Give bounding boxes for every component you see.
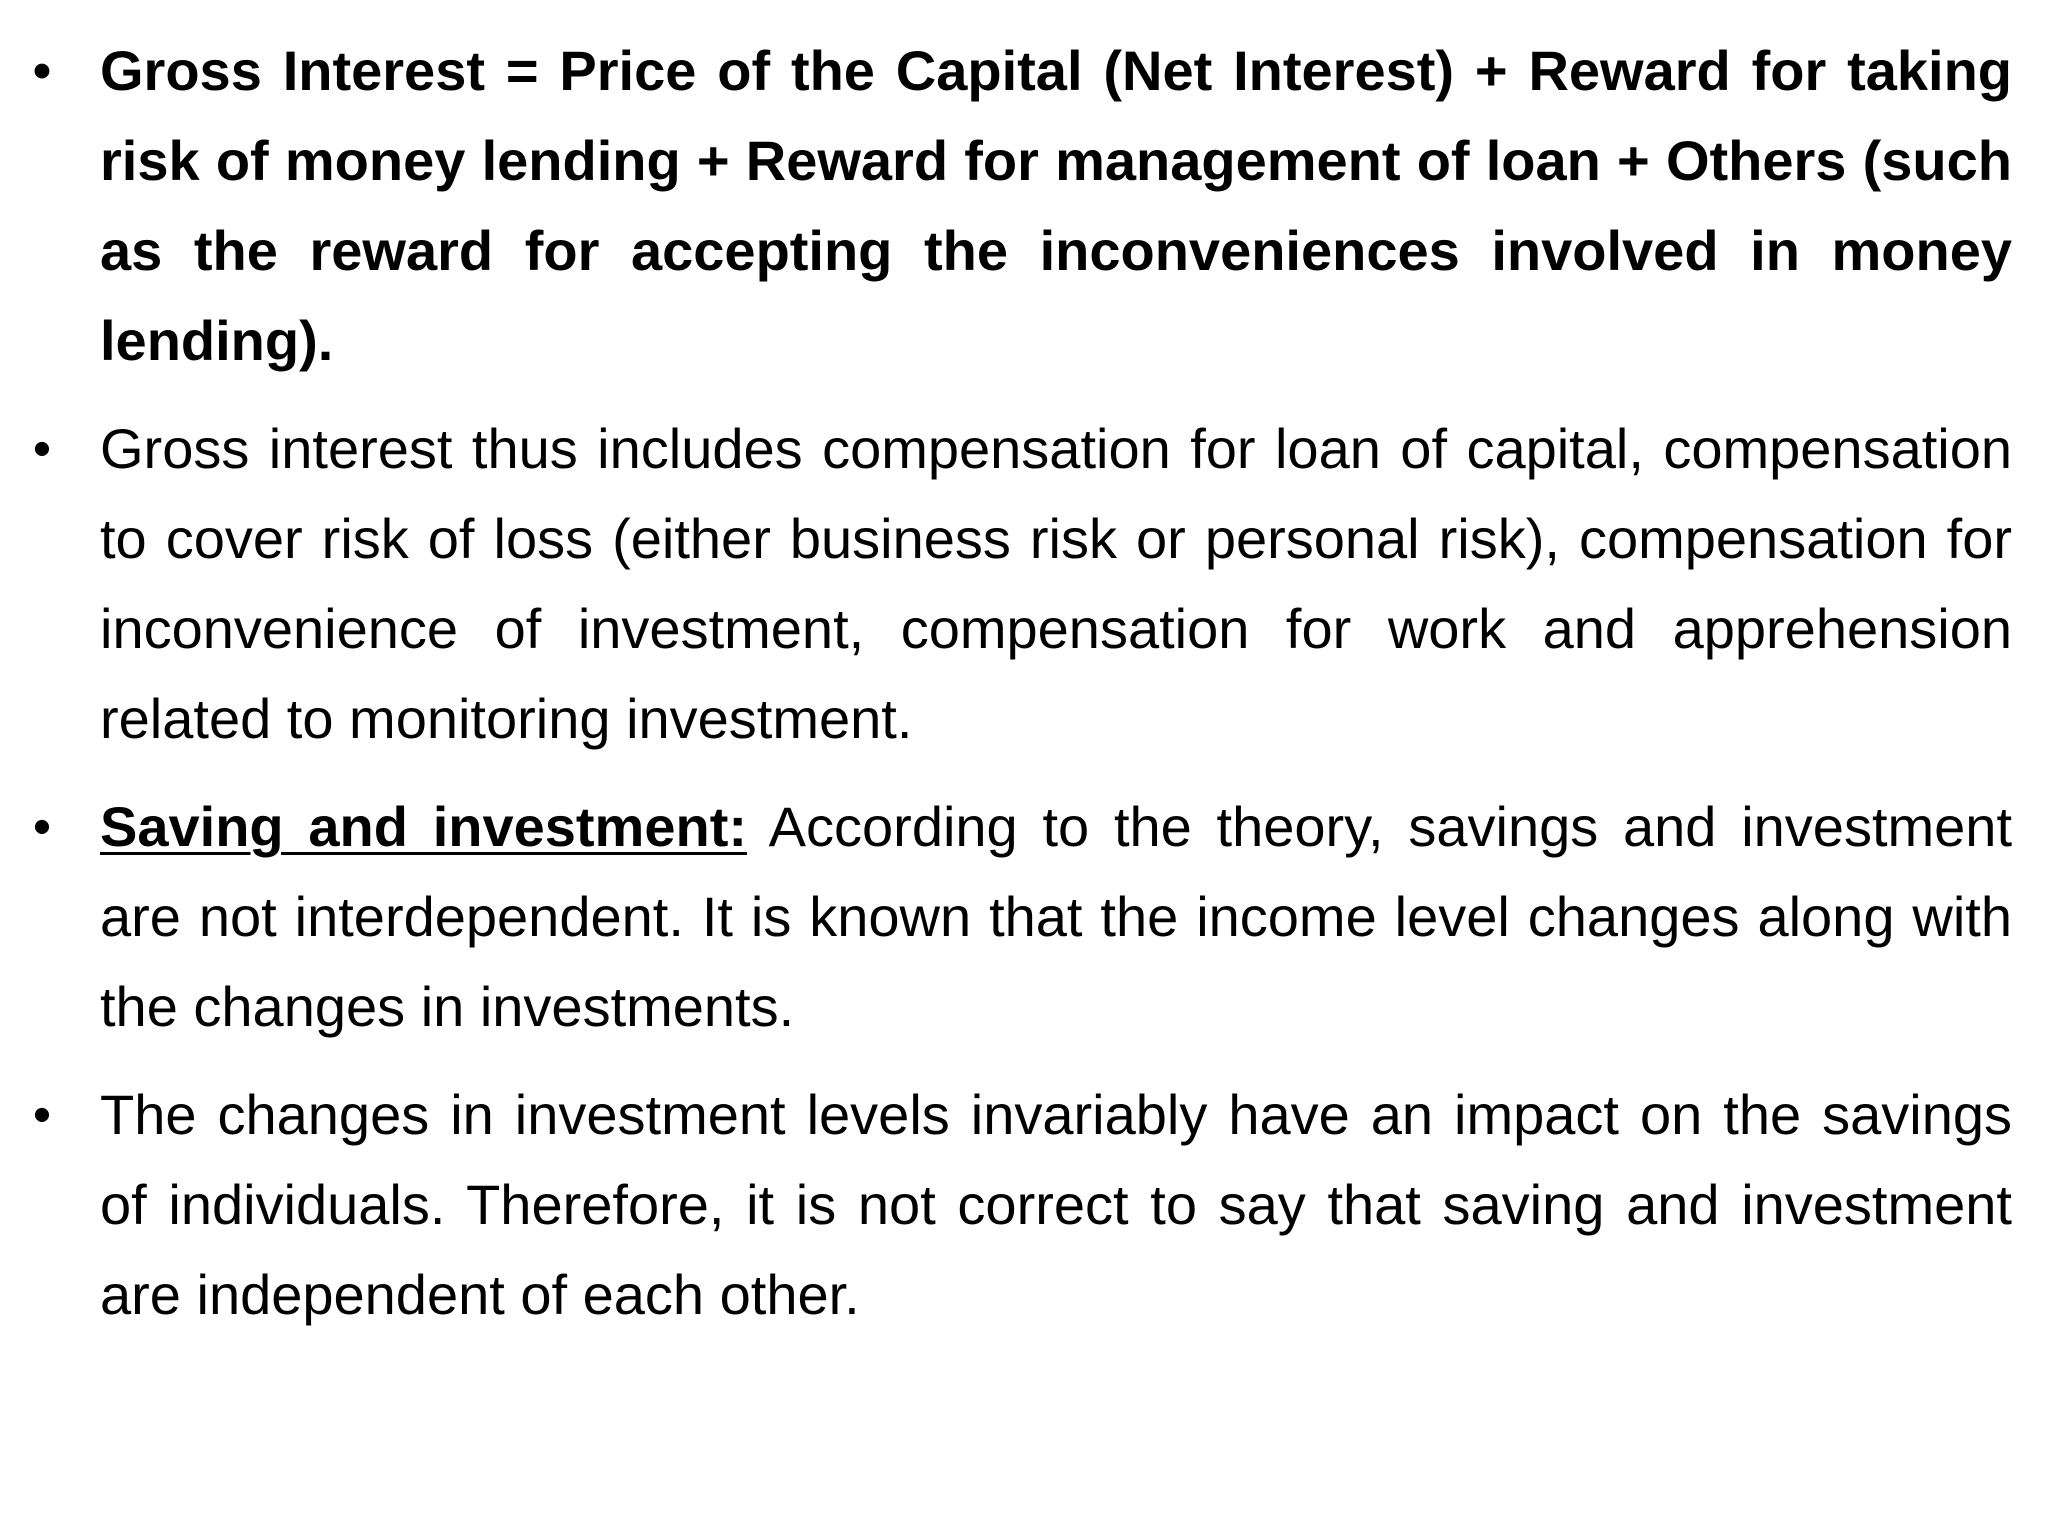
bullet-saving-investment — [32, 782, 2012, 1052]
bullet-text: The changes in investment levels invariably have an impact on the savings of individuals. Therefore, it is not correct to say that saving and investment are independent of each other. — [100, 1083, 2012, 1326]
bullet-dot-icon: • — [32, 798, 52, 856]
bullet-list — [32, 26, 2012, 1340]
bullet-dot-icon: • — [32, 420, 52, 478]
bullet-text: According to the theory, savings and investment are not interdependent. It is known that the income level changes along with the changes in investments. — [100, 795, 2012, 1038]
bullet-dot-icon: • — [32, 1086, 52, 1144]
bullet-gross-interest-formula — [32, 26, 2012, 386]
bullet-investment-levels — [32, 1070, 2012, 1340]
bullet-dot-icon: • — [32, 42, 52, 100]
bullet-text: Gross Interest = Price of the Capital (Net Interest) + Reward for taking risk of money lending + Reward for management of loan + Others (such as the reward for accepting the inconveniences involved in money lending). — [100, 39, 2012, 372]
bullet-gross-interest-includes — [32, 404, 2012, 764]
bullet-lead-heading: Saving and investment: — [100, 795, 747, 858]
bullet-text: Gross interest thus includes compensation for loan of capital, compensation to cover risk of loss (either business risk or personal risk), compensation for inconvenience of investment, compensation for work and apprehension related to monitoring investment. — [100, 417, 2012, 750]
